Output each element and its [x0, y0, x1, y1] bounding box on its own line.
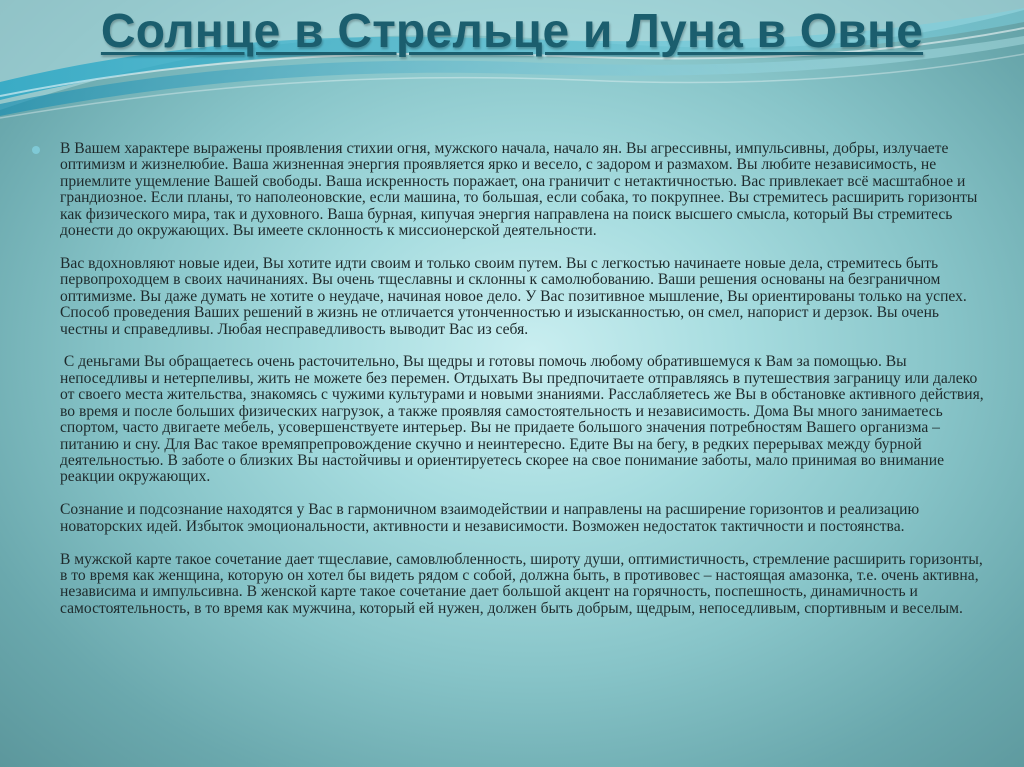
- paragraph-5: В мужской карте такое сочетание дает тщеславие, самовлюбленность, широту души, оптимистичность, стремление расширить горизонты, в то время как женщина, которую он хотел бы видеть рядом с собой, должна быть, в противовес – настоящая амазонка, т.е. очень активна, независима и импульсивна. В женской карте такое сочетание дает большой акцент на горячность, поспешность, динамичность и самостоятельность, в то время как мужчина, который ей нужен, должен быть добрым, щедрым, непоседливым, спортивным и веселым.: [60, 550, 983, 617]
- slide-title: Солнце в Стрельце и Луна в Овне: [100, 5, 924, 58]
- paragraph-1: В Вашем характере выражены проявления стихии огня, мужского начала, начало ян. Вы агрессивны, импульсивны, добры, излучаете оптимизм и жизнелюбие. Ваша жизненная энергия проявляется ярко и весело, с задором и размахом. Вы любите независимость, не приемлите ущемление Вашей свободы. Ваша искренность поражает, она граничит с нетактичностью. Вас привлекает всё масштабное и грандиозное. Если планы, то наполеоновские, если машина, то большая, если собака, то покрупнее. Вы стремитесь расширить горизонты как физического мира, так и духовного. Ваша бурная, кипучая энергия направлена на поиск высшего смысла, который Вы стремитесь донести до окружающих. Вы имеете склонность к миссионерской деятельности.: [60, 140, 978, 240]
- paragraph-3: С деньгами Вы обращаетесь очень расточительно, Вы щедры и готовы помочь любому обратившемуся к Вам за помощью. Вы непоседливы и нетерпеливы, жить не можете без перемен. Отдыхать Вы предпочитаете отправляясь в путешествия заграницу или далеко от своего места жительства, знакомясь с чужими культурами и новыми знаниями. Расслабляетесь же Вы в обстановке активного действия, во время и после больших физических нагрузок, а также проявляя самостоятельность и независимость. Дома Вы много занимаетесь спортом, часто двигаете мебель, усовершенствуете интерьер. Вы не придаете большого значения потребностям Вашего организма – питанию и сну. Для Вас такое времяпрепровождение скучно и неинтересно. Едите Вы на бегу, в редких перерывах между бурной деятельностью. В заботе о близких Вы настойчивы и ориентируетесь скорее на свое понимание заботы, мало принимая во внимание реакции окружающих.: [60, 353, 988, 486]
- bullet-dot-icon: [32, 146, 40, 154]
- paragraph-2: Вас вдохновляют новые идеи, Вы хотите идти своим и только своим путем. Вы с легкостью начинаете новые дела, стремитесь быть первопроходцем в своих начинаниях. Вы очень тщеславны и склонны к самолюбованию. Ваши решения основаны на безграничном оптимизме. Вы даже думать не хотите о неудаче, начиная новое дело. У Вас позитивное мышление, Вы ориентированы только на успех. Способ проведения Ваших решений в жизнь не отличается утонченностью и изысканностью, он смел, напорист и дерзок. Вы очень честны и справедливы. Любая несправедливость выводит Вас из себя.: [60, 254, 967, 338]
- slide-body: [40, 141, 990, 634]
- paragraph-4: Сознание и подсознание находятся у Вас в гармоничном взаимодействии и направлены на расширение горизонтов и реализацию новаторских идей. Избыток эмоциональности, активности и независимости. Возможен недостаток тактичности и постоянства.: [60, 501, 920, 535]
